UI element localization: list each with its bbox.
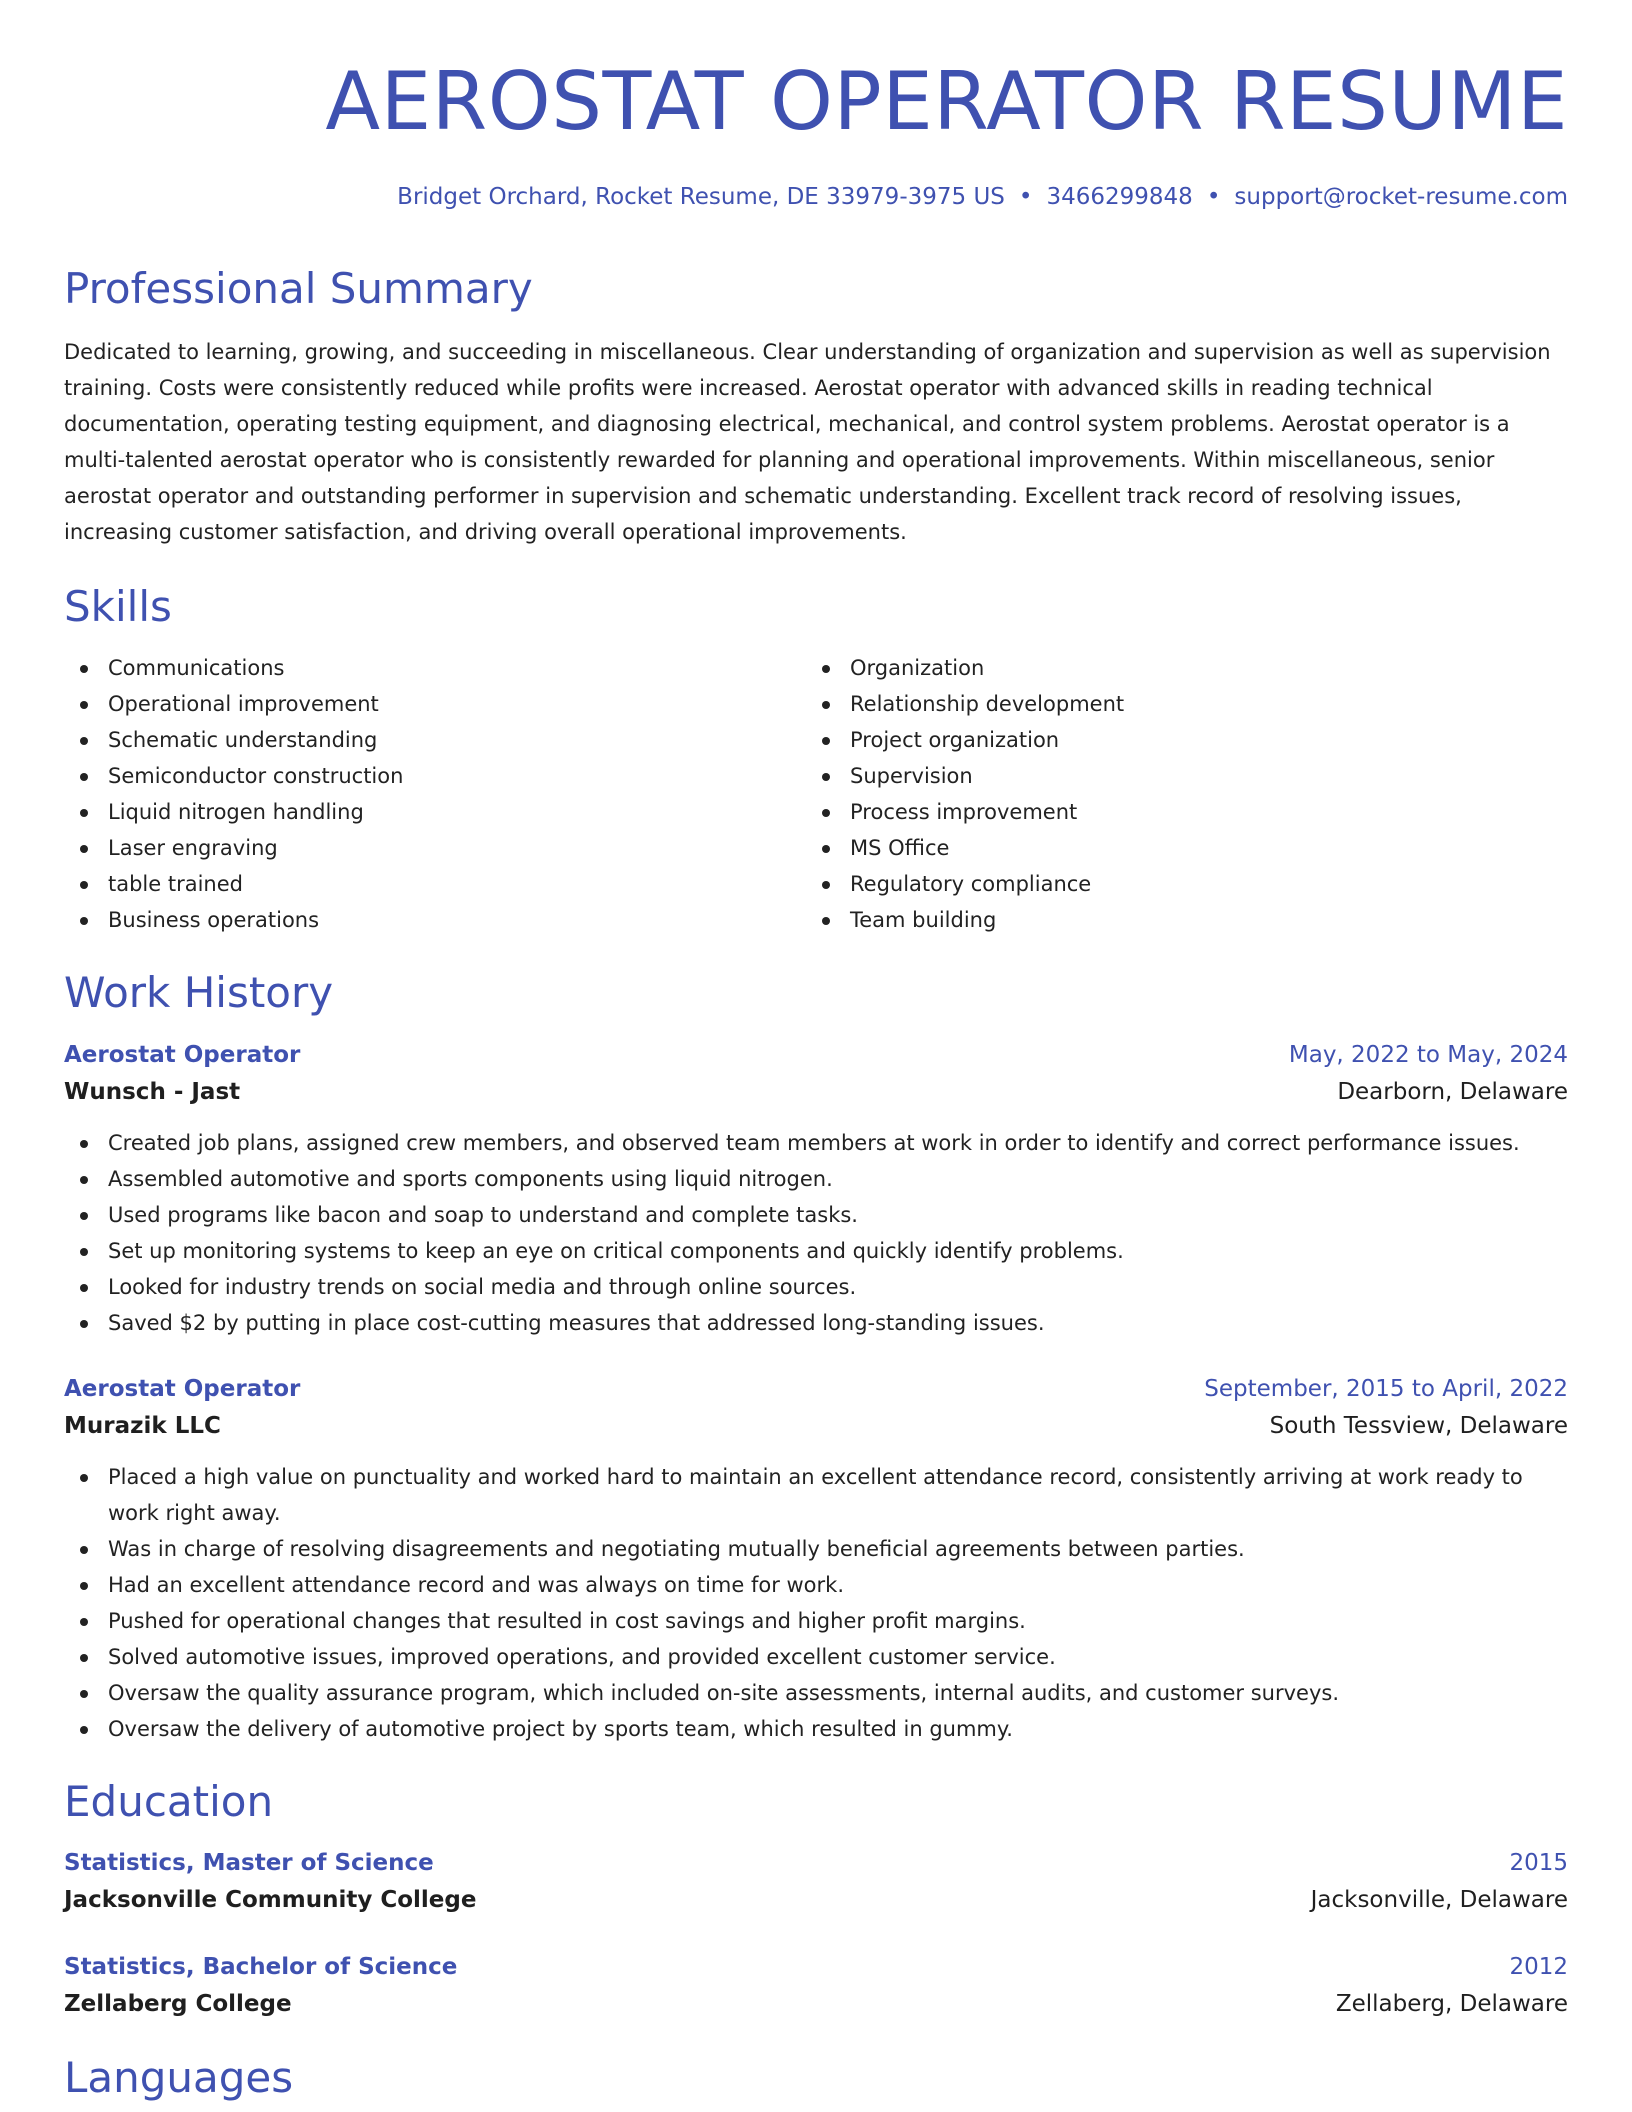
job-dates: September, 2015 to April, 2022 bbox=[1204, 1375, 1568, 1402]
skill-item: Communications bbox=[64, 650, 806, 686]
summary-text: Dedicated to learning, growing, and succeeding in miscellaneous. Clear understanding of organization and supervision as well as supervision training. Costs were consistently reduced while profits were increased. Aerostat operator with advanced skills in reading technical documentation, operating testing equipment, and diagnosing electrical, mechanical, and control system problems. Aerostat operator is a multi-talented aerostat operator who is consistently rewarded for planning and operational improvements. Within miscellaneous, senior aerostat operator and outstanding performer in supervision and schematic understanding. Excellent track record of resolving issues, increasing customer satisfaction, and driving overall operational improvements. bbox=[64, 339, 1551, 544]
education-degree: Statistics, Bachelor of Science bbox=[64, 1954, 458, 1981]
job-bullets bbox=[64, 1125, 1568, 1341]
skill-item: Project organization bbox=[806, 722, 1548, 758]
skill-item: Organization bbox=[806, 650, 1548, 686]
job-title: Aerostat Operator bbox=[64, 1375, 301, 1402]
resume-title: AEROSTAT OPERATOR RESUME bbox=[325, 55, 1568, 148]
contact-separator: • bbox=[1018, 184, 1033, 210]
resume-page bbox=[64, 0, 1568, 2104]
skill-item: Supervision bbox=[806, 758, 1548, 794]
contact-address: Bridget Orchard, Rocket Resume, DE 33979-3975 US bbox=[397, 184, 1005, 210]
job-header bbox=[64, 1037, 1568, 1073]
job-title: Aerostat Operator bbox=[64, 1041, 301, 1068]
contact-line bbox=[64, 184, 1568, 212]
contact-separator: • bbox=[1206, 184, 1221, 210]
job-bullet: Solved automotive issues, improved operations, and provided excellent customer service. bbox=[64, 1639, 1568, 1675]
education-school: Jacksonville Community College bbox=[64, 1887, 477, 1914]
job-bullet: Placed a high value on punctuality and worked hard to maintain an excellent attendance record, consistently arriving at work ready to work right away. bbox=[64, 1459, 1568, 1531]
summary-heading: Professional Summary bbox=[64, 263, 533, 313]
job-bullets bbox=[64, 1459, 1568, 1747]
skill-item: Laser engraving bbox=[64, 830, 806, 866]
education-year: 2015 bbox=[1509, 1850, 1568, 1877]
education-heading: Education bbox=[64, 1776, 274, 1826]
job-subheader bbox=[64, 1407, 1568, 1445]
skill-item: Relationship development bbox=[806, 686, 1548, 722]
job-location: South Tessview, Delaware bbox=[1269, 1412, 1568, 1439]
job-bullet: Created job plans, assigned crew members, and observed team members at work in order to identify and correct performance issues. bbox=[64, 1125, 1568, 1161]
skill-item: Schematic understanding bbox=[64, 722, 806, 758]
job-entry bbox=[64, 1037, 1568, 1341]
skill-item: MS Office bbox=[806, 830, 1548, 866]
education-entry bbox=[64, 1949, 1568, 2023]
skills-list bbox=[64, 650, 1568, 938]
skill-item: Liquid nitrogen handling bbox=[64, 794, 806, 830]
education-location: Jacksonville, Delaware bbox=[1310, 1887, 1568, 1914]
job-bullet: Saved $2 by putting in place cost-cutting measures that addressed long-standing issues. bbox=[64, 1305, 1568, 1341]
job-bullet: Oversaw the delivery of automotive project by sports team, which resulted in gummy. bbox=[64, 1711, 1568, 1747]
skill-item: Regulatory compliance bbox=[806, 866, 1548, 902]
skill-item: table trained bbox=[64, 866, 806, 902]
skill-item: Process improvement bbox=[806, 794, 1548, 830]
job-location: Dearborn, Delaware bbox=[1337, 1078, 1568, 1105]
education-subheader bbox=[64, 1881, 1568, 1919]
skill-item: Business operations bbox=[64, 902, 806, 938]
job-bullet: Set up monitoring systems to keep an eye on critical components and quickly identify problems. bbox=[64, 1233, 1568, 1269]
skills-column-left bbox=[64, 650, 806, 938]
languages-heading: Languages bbox=[64, 2053, 294, 2103]
education-entry bbox=[64, 1845, 1568, 1919]
job-bullet: Oversaw the quality assurance program, which included on-site assessments, internal audits, and customer surveys. bbox=[64, 1675, 1568, 1711]
education-school: Zellaberg College bbox=[64, 1991, 292, 2018]
job-bullet: Looked for industry trends on social media and through online sources. bbox=[64, 1269, 1568, 1305]
education-header bbox=[64, 1949, 1568, 1985]
education-year: 2012 bbox=[1509, 1954, 1568, 1981]
skill-item: Operational improvement bbox=[64, 686, 806, 722]
education-location: Zellaberg, Delaware bbox=[1335, 1991, 1568, 2018]
job-bullet: Was in charge of resolving disagreements and negotiating mutually beneficial agreements between parties. bbox=[64, 1531, 1568, 1567]
skill-item: Team building bbox=[806, 902, 1548, 938]
job-bullet: Assembled automotive and sports components using liquid nitrogen. bbox=[64, 1161, 1568, 1197]
job-dates: May, 2022 to May, 2024 bbox=[1288, 1041, 1568, 1068]
skills-column-right bbox=[806, 650, 1548, 938]
job-company: Wunsch - Jast bbox=[64, 1078, 241, 1105]
contact-email[interactable]: support@rocket-resume.com bbox=[1234, 184, 1568, 210]
job-header bbox=[64, 1371, 1568, 1407]
work-history-heading: Work History bbox=[64, 968, 334, 1018]
job-bullet: Had an excellent attendance record and was always on time for work. bbox=[64, 1567, 1568, 1603]
job-bullet: Used programs like bacon and soap to understand and complete tasks. bbox=[64, 1197, 1568, 1233]
skills-heading: Skills bbox=[64, 581, 172, 631]
job-subheader bbox=[64, 1073, 1568, 1111]
job-entry bbox=[64, 1371, 1568, 1747]
contact-phone: 3466299848 bbox=[1046, 184, 1193, 210]
job-bullet: Pushed for operational changes that resulted in cost savings and higher profit margins. bbox=[64, 1603, 1568, 1639]
job-company: Murazik LLC bbox=[64, 1412, 221, 1439]
education-subheader bbox=[64, 1985, 1568, 2023]
skill-item: Semiconductor construction bbox=[64, 758, 806, 794]
education-header bbox=[64, 1845, 1568, 1881]
education-degree: Statistics, Master of Science bbox=[64, 1850, 434, 1877]
